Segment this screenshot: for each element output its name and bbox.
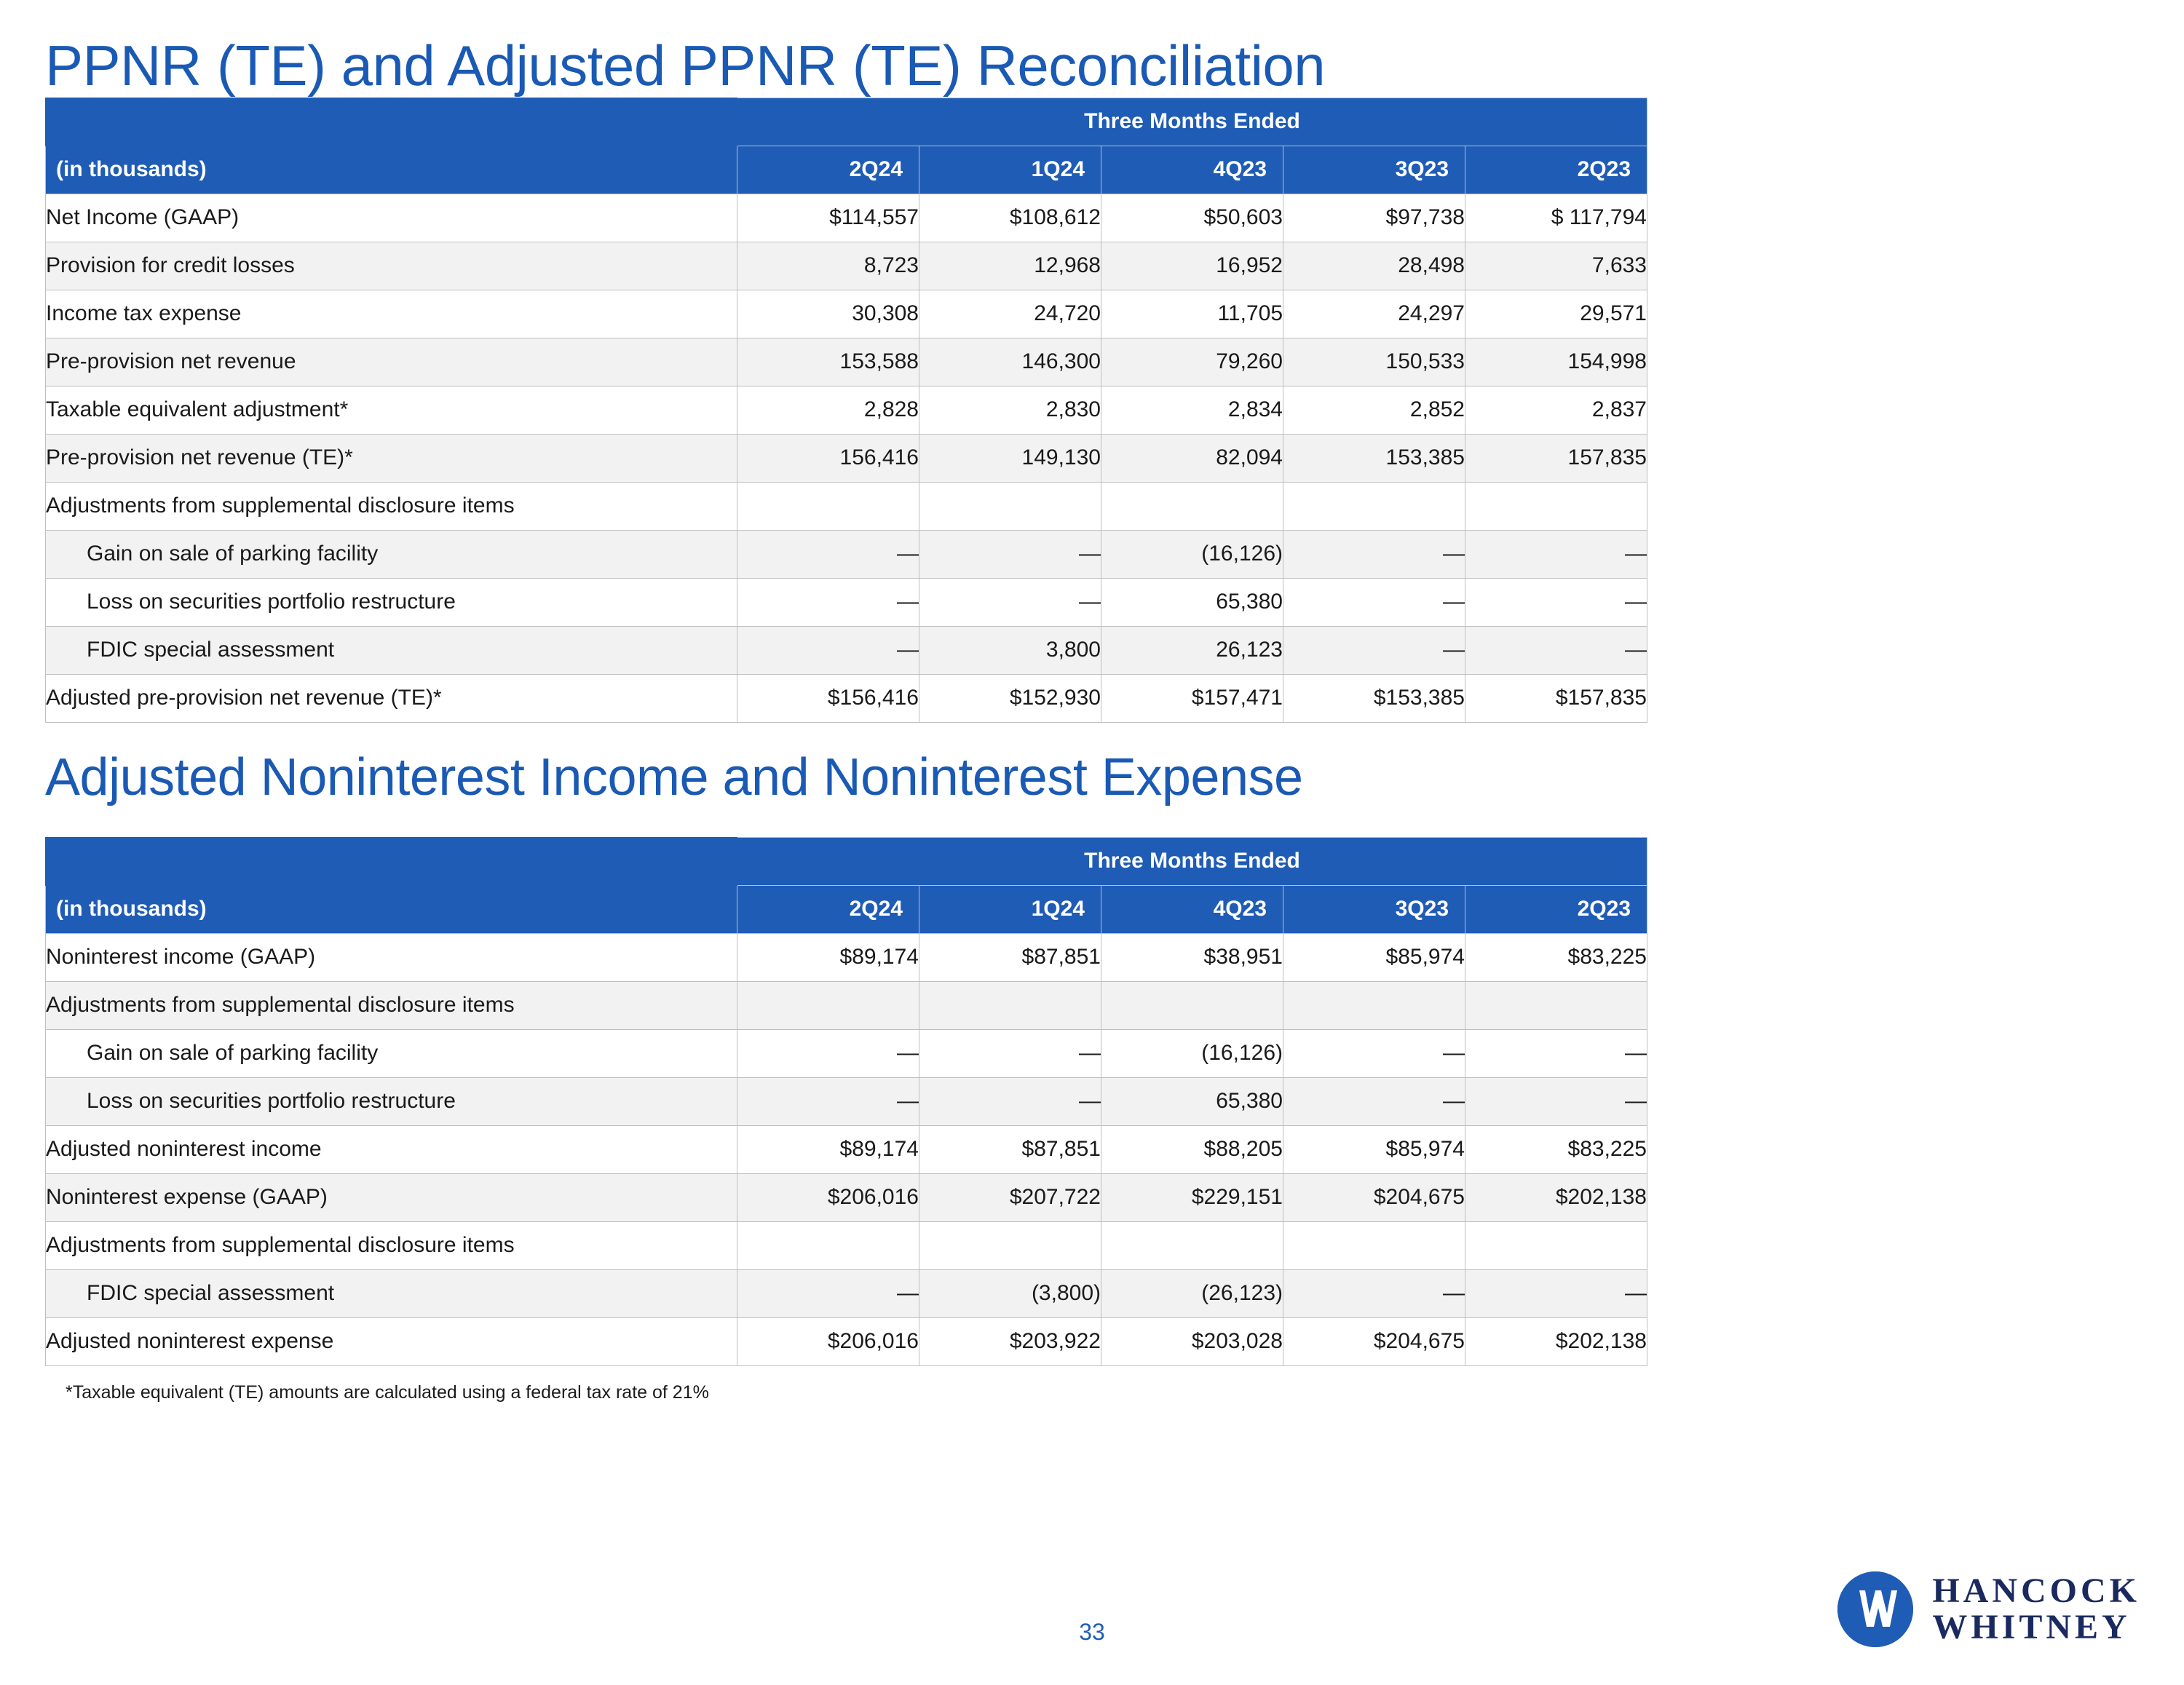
brand-logo [1837, 1571, 2140, 1647]
row-value: $85,974 [1283, 1125, 1465, 1173]
table-row [46, 981, 1647, 1029]
row-value [1283, 981, 1465, 1029]
row-value [1101, 482, 1283, 530]
row-value: $202,138 [1465, 1173, 1647, 1221]
row-value: $50,603 [1101, 194, 1283, 242]
table-header-band [46, 98, 1647, 146]
page-number: 33 [1079, 1619, 1105, 1645]
row-label: Pre-provision net revenue (TE)* [46, 434, 737, 482]
row-value: $83,225 [1465, 1125, 1647, 1173]
table-column-headers [46, 885, 1647, 933]
row-value [737, 482, 919, 530]
row-label: Provision for credit losses [46, 242, 737, 290]
table-row [46, 1221, 1647, 1269]
table-row [46, 530, 1647, 578]
row-value: $157,835 [1465, 674, 1647, 722]
row-label: Loss on securities portfolio restructure [46, 578, 737, 626]
row-label: Adjusted noninterest income [46, 1125, 737, 1173]
column-header-3q23: 3Q23 [1283, 146, 1465, 194]
row-value: $206,016 [737, 1173, 919, 1221]
row-value: $87,851 [919, 933, 1101, 981]
band-spacer [46, 98, 737, 146]
row-value: 65,380 [1101, 578, 1283, 626]
table-row [46, 1269, 1647, 1317]
footnote: *Taxable equivalent (TE) amounts are calculated using a federal tax rate of 21% [66, 1381, 709, 1403]
row-label: Gain on sale of parking facility [46, 1029, 737, 1077]
row-value: $204,675 [1283, 1173, 1465, 1221]
row-label: Noninterest income (GAAP) [46, 933, 737, 981]
column-header-4q23: 4Q23 [1101, 146, 1283, 194]
row-value: $97,738 [1283, 194, 1465, 242]
section-title-noninterest: Adjusted Noninterest Income and Noninterest Expense [45, 748, 1303, 806]
row-label: Noninterest expense (GAAP) [46, 1173, 737, 1221]
table-row [46, 933, 1647, 981]
row-value: 24,297 [1283, 290, 1465, 338]
row-value [737, 981, 919, 1029]
brand-name-line2: WHITNEY [1932, 1608, 2131, 1646]
row-value: 150,533 [1283, 338, 1465, 386]
row-value: $89,174 [737, 933, 919, 981]
row-label: Gain on sale of parking facility [46, 530, 737, 578]
column-header-1q24: 1Q24 [919, 146, 1101, 194]
table-row [46, 290, 1647, 338]
row-value [919, 482, 1101, 530]
row-value: $229,151 [1101, 1173, 1283, 1221]
row-value: 146,300 [919, 338, 1101, 386]
row-label: Taxable equivalent adjustment* [46, 386, 737, 434]
hancock-whitney-mark-icon [1837, 1571, 1913, 1647]
row-value: $202,138 [1465, 1317, 1647, 1365]
row-label: Adjusted pre-provision net revenue (TE)* [46, 674, 737, 722]
table-row [46, 482, 1647, 530]
row-value: 82,094 [1101, 434, 1283, 482]
row-label: Adjustments from supplemental disclosure items [46, 981, 737, 1029]
row-label: Loss on securities portfolio restructure [46, 1077, 737, 1125]
row-value [919, 1221, 1101, 1269]
row-value: $89,174 [737, 1125, 919, 1173]
column-header-3q23: 3Q23 [1283, 885, 1465, 933]
row-value [919, 981, 1101, 1029]
row-value: — [1283, 1269, 1465, 1317]
noninterest-table [45, 837, 1647, 1366]
row-value: 2,837 [1465, 386, 1647, 434]
row-value: — [1465, 626, 1647, 674]
row-value [1101, 981, 1283, 1029]
row-value: 154,998 [1465, 338, 1647, 386]
table-row [46, 1029, 1647, 1077]
table-row [46, 578, 1647, 626]
unit-label: (in thousands) [46, 146, 737, 194]
row-value: $83,225 [1465, 933, 1647, 981]
row-label: FDIC special assessment [46, 626, 737, 674]
row-value: 153,385 [1283, 434, 1465, 482]
column-header-1q24: 1Q24 [919, 885, 1101, 933]
row-value: — [919, 578, 1101, 626]
row-value: $203,922 [919, 1317, 1101, 1365]
row-value: $87,851 [919, 1125, 1101, 1173]
row-value: 26,123 [1101, 626, 1283, 674]
row-value: 29,571 [1465, 290, 1647, 338]
row-value: 24,720 [919, 290, 1101, 338]
row-value: 2,834 [1101, 386, 1283, 434]
row-value: $ 117,794 [1465, 194, 1647, 242]
row-value: 79,260 [1101, 338, 1283, 386]
unit-label: (in thousands) [46, 885, 737, 933]
row-value: — [737, 1029, 919, 1077]
row-value [1283, 1221, 1465, 1269]
row-value: — [1465, 578, 1647, 626]
row-value: 2,828 [737, 386, 919, 434]
row-value: $157,471 [1101, 674, 1283, 722]
row-value [1101, 1221, 1283, 1269]
row-label: Adjustments from supplemental disclosure items [46, 482, 737, 530]
row-value: $206,016 [737, 1317, 919, 1365]
brand-name-line1: HANCOCK [1932, 1571, 2140, 1610]
table-row [46, 434, 1647, 482]
row-value: — [737, 1269, 919, 1317]
table-row [46, 1173, 1647, 1221]
band-spacer [46, 837, 737, 885]
row-label: Net Income (GAAP) [46, 194, 737, 242]
brand-name [1932, 1573, 2140, 1646]
row-value: — [1283, 1077, 1465, 1125]
row-value: $108,612 [919, 194, 1101, 242]
row-value: — [1283, 1029, 1465, 1077]
row-value: (3,800) [919, 1269, 1101, 1317]
row-value: (16,126) [1101, 530, 1283, 578]
row-value: — [737, 578, 919, 626]
band-label: Three Months Ended [737, 837, 1647, 885]
table-row [46, 1125, 1647, 1173]
row-value [737, 1221, 919, 1269]
row-value: $114,557 [737, 194, 919, 242]
row-value: 2,830 [919, 386, 1101, 434]
column-header-2q23: 2Q23 [1465, 146, 1647, 194]
row-value: $88,205 [1101, 1125, 1283, 1173]
row-value: 156,416 [737, 434, 919, 482]
table-row [46, 338, 1647, 386]
row-value: $207,722 [919, 1173, 1101, 1221]
row-value: — [737, 626, 919, 674]
table-row [46, 386, 1647, 434]
table-row [46, 1077, 1647, 1125]
row-value: 157,835 [1465, 434, 1647, 482]
row-value: $152,930 [919, 674, 1101, 722]
row-value: 149,130 [919, 434, 1101, 482]
row-value: — [1283, 626, 1465, 674]
table-header-band [46, 837, 1647, 885]
row-value [1283, 482, 1465, 530]
table-row [46, 1317, 1647, 1365]
row-value: 16,952 [1101, 242, 1283, 290]
row-value: — [1283, 530, 1465, 578]
row-value: $38,951 [1101, 933, 1283, 981]
band-label: Three Months Ended [737, 98, 1647, 146]
row-value: — [737, 530, 919, 578]
row-label: Pre-provision net revenue [46, 338, 737, 386]
ppnr-table [45, 98, 1647, 723]
table-column-headers [46, 146, 1647, 194]
row-value: 65,380 [1101, 1077, 1283, 1125]
row-value: $204,675 [1283, 1317, 1465, 1365]
row-value: 153,588 [737, 338, 919, 386]
column-header-2q24: 2Q24 [737, 885, 919, 933]
table-row [46, 194, 1647, 242]
row-value: 30,308 [737, 290, 919, 338]
row-label: Income tax expense [46, 290, 737, 338]
row-value: — [1465, 1269, 1647, 1317]
row-value: $156,416 [737, 674, 919, 722]
row-value: — [1283, 578, 1465, 626]
row-value [1465, 482, 1647, 530]
row-label: Adjusted noninterest expense [46, 1317, 737, 1365]
row-value [1465, 981, 1647, 1029]
row-value: (26,123) [1101, 1269, 1283, 1317]
row-value: — [919, 530, 1101, 578]
row-value: 7,633 [1465, 242, 1647, 290]
row-value: (16,126) [1101, 1029, 1283, 1077]
column-header-2q24: 2Q24 [737, 146, 919, 194]
row-value: $203,028 [1101, 1317, 1283, 1365]
column-header-2q23: 2Q23 [1465, 885, 1647, 933]
row-label: FDIC special assessment [46, 1269, 737, 1317]
table-row [46, 626, 1647, 674]
table-row [46, 674, 1647, 722]
row-value: — [1465, 1077, 1647, 1125]
row-value: 28,498 [1283, 242, 1465, 290]
row-value: — [1465, 530, 1647, 578]
row-value: — [919, 1029, 1101, 1077]
row-value: 12,968 [919, 242, 1101, 290]
row-value: — [737, 1077, 919, 1125]
row-value: $85,974 [1283, 933, 1465, 981]
table-row [46, 242, 1647, 290]
row-value: 8,723 [737, 242, 919, 290]
row-value: 11,705 [1101, 290, 1283, 338]
row-value: — [1465, 1029, 1647, 1077]
row-label: Adjustments from supplemental disclosure items [46, 1221, 737, 1269]
row-value: 3,800 [919, 626, 1101, 674]
row-value: 2,852 [1283, 386, 1465, 434]
column-header-4q23: 4Q23 [1101, 885, 1283, 933]
row-value: $153,385 [1283, 674, 1465, 722]
row-value [1465, 1221, 1647, 1269]
row-value: — [919, 1077, 1101, 1125]
page-title: PPNR (TE) and Adjusted PPNR (TE) Reconciliation [45, 33, 1326, 98]
